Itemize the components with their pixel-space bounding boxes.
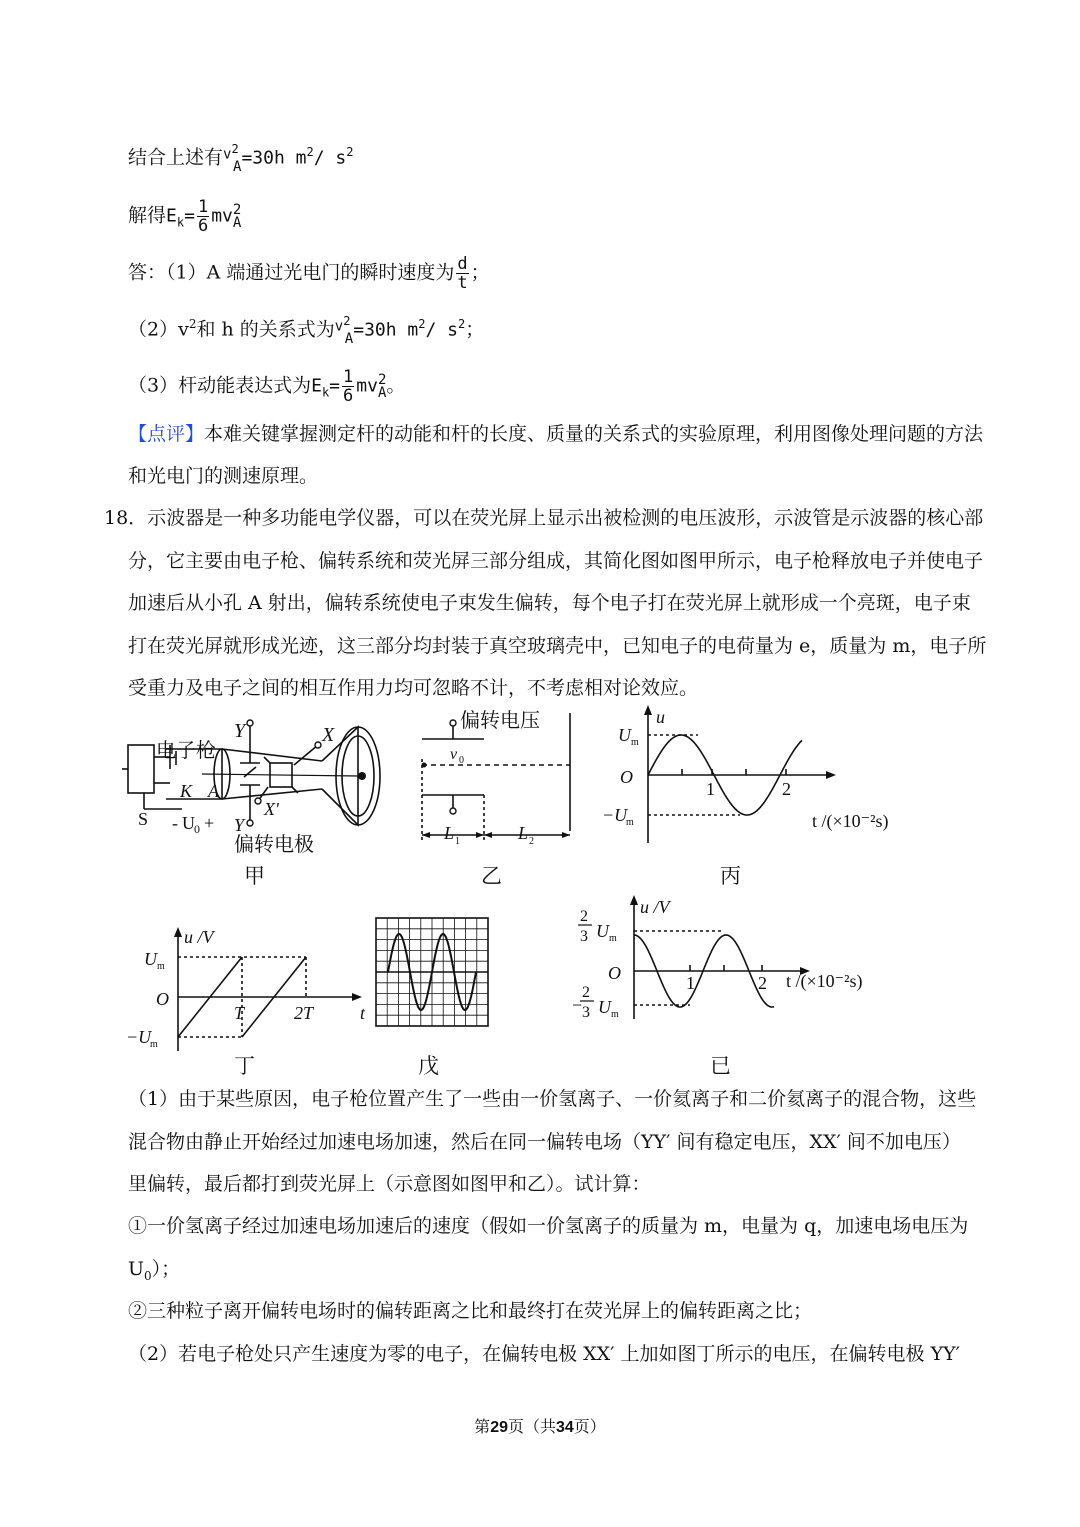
label-A: A bbox=[208, 781, 219, 801]
k: k bbox=[321, 385, 330, 400]
text: 和光电门的测速原理。 bbox=[128, 465, 319, 487]
tick-2: 2 bbox=[758, 973, 767, 993]
caption-bing: 丙 bbox=[720, 864, 741, 888]
label-O: O bbox=[620, 767, 633, 787]
figure-wu bbox=[374, 916, 490, 1028]
caption-wu: 戊 bbox=[418, 1054, 439, 1078]
part2-line bbox=[128, 1342, 960, 1366]
review-line-2 bbox=[128, 464, 318, 488]
page-number: 29 bbox=[490, 1419, 508, 1436]
x-axis-label: t bbox=[360, 1003, 366, 1023]
figure-jia bbox=[122, 705, 382, 865]
text: 解得 bbox=[128, 204, 167, 227]
sq: 2 bbox=[346, 145, 354, 159]
question-line-4 bbox=[128, 634, 986, 658]
num: 1 bbox=[343, 367, 354, 387]
question-line-5 bbox=[128, 676, 698, 700]
den: 6 bbox=[343, 386, 354, 406]
text-line-4 bbox=[128, 312, 484, 346]
part1a-line-1 bbox=[128, 1214, 968, 1238]
figure-ji bbox=[574, 893, 884, 1023]
sup-sub bbox=[232, 201, 242, 231]
tick-1: 1 bbox=[706, 779, 715, 799]
v: v bbox=[223, 146, 232, 163]
unit: / s bbox=[425, 319, 459, 341]
page-footer bbox=[0, 1414, 1080, 1437]
label-plus: + bbox=[204, 813, 215, 833]
num: d bbox=[457, 254, 468, 274]
unit: / s bbox=[313, 147, 347, 169]
caption-yi: 乙 bbox=[481, 864, 502, 888]
label-L1: L bbox=[444, 823, 455, 843]
sub: A bbox=[232, 214, 242, 231]
frac-num: 2 bbox=[580, 908, 588, 925]
part1a-line-2 bbox=[128, 1257, 180, 1288]
caption-jia: 甲 bbox=[244, 864, 265, 888]
question-line-2 bbox=[128, 549, 983, 573]
label-O: O bbox=[156, 989, 169, 1009]
question-line-3 bbox=[128, 591, 971, 615]
sub: A bbox=[233, 159, 242, 176]
sq: 2 bbox=[418, 317, 426, 331]
text-line-5 bbox=[128, 368, 405, 405]
label-Xp: X′ bbox=[264, 799, 279, 819]
part1-line-3 bbox=[128, 1172, 651, 1196]
part1-line-2 bbox=[128, 1130, 961, 1154]
sq: 2 bbox=[377, 371, 387, 388]
label-u: u bbox=[656, 707, 665, 727]
text: ； bbox=[470, 261, 490, 284]
label-negUm: −U bbox=[126, 1027, 152, 1047]
question-line-1 bbox=[104, 506, 983, 530]
sq: 2 bbox=[231, 141, 239, 156]
label-electrode: 偏转电极 bbox=[234, 834, 314, 856]
label-U-neg: U bbox=[598, 997, 611, 1017]
label-Um-sub: m bbox=[157, 961, 165, 972]
footer-prefix: 第 bbox=[474, 1417, 491, 1436]
label-Um-sub: m bbox=[631, 737, 639, 748]
text: 加速后从小孔 A 射出，偏转系统使电子束发生偏转，每个电子打在荧光屏上就形成一个亮斑，电子束 bbox=[128, 592, 971, 614]
x-axis-label: t /(×10⁻²s) bbox=[812, 811, 889, 831]
text: （1）由于某些原因，电子枪位置产生了一些由一价氢离子、一价氦离子和二价氦离子的混合物，这些 bbox=[128, 1088, 977, 1110]
label-minus: − bbox=[572, 995, 583, 1015]
E: E bbox=[166, 205, 177, 227]
num: 1 bbox=[197, 197, 209, 217]
sub-0: 0 bbox=[144, 1268, 152, 1283]
text: 本难关键掌握测定杆的动能和杆的长度、质量的关系式的实验原理，利用图像处理问题的方法 bbox=[204, 423, 984, 445]
label-Yp: Y bbox=[234, 815, 245, 835]
label-U: U bbox=[596, 921, 609, 941]
frac-den: 3 bbox=[580, 928, 588, 945]
text: 答：（1）A 端通过光电门的瞬时速度为 bbox=[128, 261, 455, 284]
caption-ji: 已 bbox=[710, 1054, 731, 1078]
label-Um: U bbox=[618, 725, 631, 745]
part1b-line bbox=[128, 1299, 812, 1323]
tick-1: 1 bbox=[686, 973, 695, 993]
sq: 2 bbox=[188, 317, 197, 331]
question-number: 18． bbox=[104, 507, 148, 529]
eq: = bbox=[329, 375, 341, 397]
vA-symbol bbox=[223, 143, 241, 175]
text: 里偏转，最后都打到荧光屏上（示意图如图甲和乙）。试计算： bbox=[128, 1173, 651, 1195]
den: t bbox=[457, 273, 468, 293]
E: E bbox=[311, 375, 322, 397]
fraction-1-6 bbox=[342, 368, 354, 405]
label-U-neg-sub: m bbox=[611, 1009, 619, 1020]
text: （2）v bbox=[128, 318, 189, 341]
label-Um: U bbox=[144, 949, 157, 969]
text: （2）若电子枪处只产生速度为零的电子，在偏转电极 XX′ 上加如图丁所示的电压，在偏转电极 YY′ bbox=[128, 1343, 960, 1365]
text: 混合物由静止开始经过加速电场加速，然后在同一偏转电场（YY′ 间有稳定电压，XX′ 间不加电压） bbox=[128, 1131, 961, 1153]
text: 打在荧光屏就形成光迹，这三部分均封装于真空玻璃壳中，已知电子的电荷量为 e，质量为 m，电子所 bbox=[128, 635, 987, 657]
text-line-3 bbox=[128, 255, 490, 292]
text: ①一价氢离子经过加速电场加速后的速度（假如一价氢离子的质量为 m，电量为 q，加速电场电压为 bbox=[128, 1215, 969, 1237]
label-U0-sub: 0 bbox=[194, 822, 200, 836]
review-tag: 【点评】 bbox=[128, 423, 205, 445]
label-U-sub: m bbox=[609, 933, 617, 944]
label-O: O bbox=[608, 963, 621, 983]
x-axis-label: t /(×10⁻²s) bbox=[786, 971, 863, 991]
label-gun: 电子枪 bbox=[156, 740, 216, 762]
text-line-2 bbox=[128, 198, 241, 235]
text: 和 h 的关系式为 bbox=[196, 318, 335, 341]
tick-2T: 2T bbox=[294, 1003, 314, 1023]
text: ； bbox=[465, 318, 485, 341]
label-L1-sub: 1 bbox=[455, 836, 460, 847]
label-K: K bbox=[180, 781, 193, 801]
caption-ding: 丁 bbox=[234, 1054, 255, 1078]
footer-mid: 页（共 bbox=[507, 1417, 556, 1436]
review-line-1 bbox=[128, 422, 983, 446]
sq: 2 bbox=[306, 145, 314, 159]
label-minus: - bbox=[172, 813, 178, 833]
label-L2: L bbox=[518, 823, 529, 843]
label-negUm-sub: m bbox=[626, 817, 634, 828]
tick-2: 2 bbox=[782, 779, 791, 799]
label-X: X bbox=[322, 724, 335, 746]
label-v0: v bbox=[450, 746, 458, 763]
text: ）； bbox=[151, 1258, 181, 1280]
v: v bbox=[334, 318, 344, 335]
formula: =30h m bbox=[241, 147, 307, 169]
sq: 2 bbox=[458, 317, 466, 331]
page-total: 34 bbox=[556, 1419, 574, 1436]
label-deflection-voltage: 偏转电压 bbox=[460, 710, 540, 732]
tick-T: T bbox=[234, 1003, 245, 1023]
fraction-1-6 bbox=[197, 198, 209, 235]
label-S: S bbox=[138, 809, 149, 829]
text: 。 bbox=[386, 374, 406, 397]
label-negUm-sub: m bbox=[150, 1039, 158, 1050]
sub: A bbox=[377, 384, 387, 401]
label-L2-sub: 2 bbox=[529, 836, 534, 847]
den: 6 bbox=[197, 216, 209, 236]
text: 受重力及电子之间的相互作用力均可忽略不计，不考虑相对论效应。 bbox=[128, 677, 699, 699]
formula: =30h m bbox=[353, 319, 419, 341]
figure-bing bbox=[600, 703, 900, 853]
text: （3）杆动能表达式为 bbox=[128, 374, 312, 397]
footer-suffix: 页） bbox=[573, 1417, 606, 1436]
k: k bbox=[176, 215, 185, 230]
text: 分，它主要由电子枪、偏转系统和荧光屏三部分组成，其简化图如图甲所示，电子枪释放电子并使电子 bbox=[128, 550, 984, 572]
text: ②三种粒子离开偏转电场时的偏转距离之比和最终打在荧光屏上的偏转距离之比； bbox=[128, 1300, 813, 1322]
text-line-1 bbox=[128, 140, 353, 174]
mv: mv bbox=[211, 205, 233, 227]
eq: = bbox=[184, 205, 195, 227]
frac-num-neg: 2 bbox=[582, 984, 590, 1001]
label-Y: Y bbox=[234, 720, 246, 742]
frac-den-neg: 3 bbox=[582, 1004, 590, 1021]
text: 结合上述有 bbox=[128, 146, 224, 169]
label-U0: U bbox=[182, 813, 195, 833]
y-axis-label: u /V bbox=[184, 927, 214, 947]
text: 示波器是一种多功能电学仪器，可以在荧光屏上显示出被检测的电压波形，示波管是示波器的核心部 bbox=[147, 507, 984, 529]
fraction-d-t bbox=[456, 255, 468, 292]
figure-yi bbox=[418, 705, 578, 855]
sub: A bbox=[344, 331, 354, 348]
text: U bbox=[128, 1258, 145, 1280]
y-axis-label: u /V bbox=[640, 897, 670, 917]
label-v0-sub: 0 bbox=[459, 755, 464, 766]
sq: 2 bbox=[343, 313, 351, 328]
sq: 2 bbox=[232, 201, 242, 218]
vA-symbol bbox=[335, 315, 353, 347]
figure-ding bbox=[126, 925, 376, 1055]
label-negUm: −U bbox=[602, 805, 628, 825]
part1-line-1 bbox=[128, 1087, 976, 1111]
mv: mv bbox=[356, 375, 378, 397]
